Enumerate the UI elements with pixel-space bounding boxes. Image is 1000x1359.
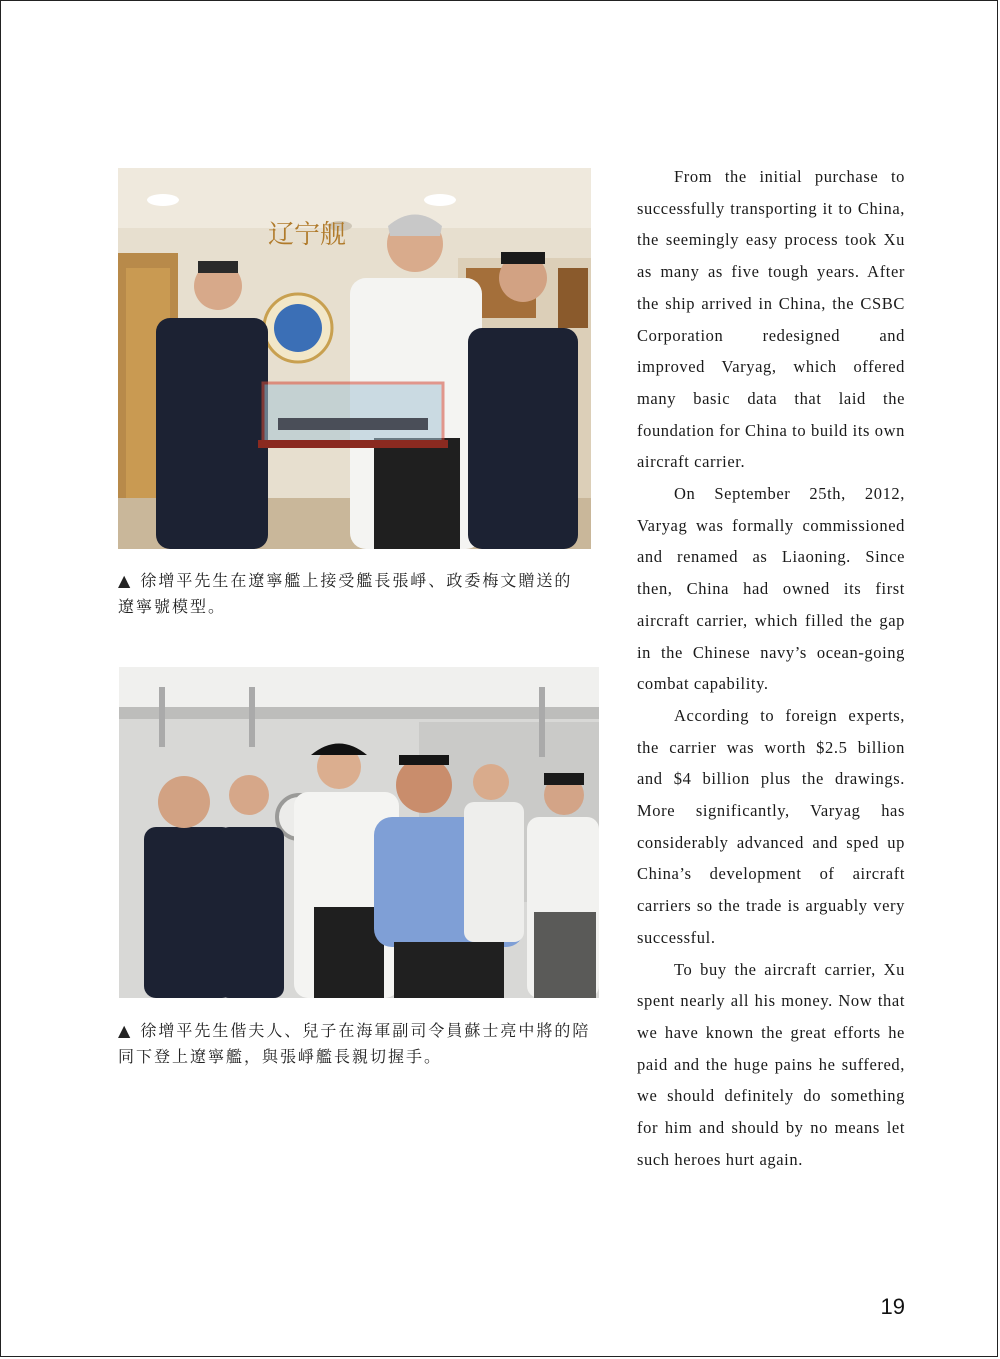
caption-text: 徐增平先生偕夫人、兒子在海軍副司令員蘇士亮中將的陪同下登上遼寧艦，與張崢艦長親切握手。 bbox=[118, 1021, 591, 1066]
article-body bbox=[637, 161, 905, 1176]
article-paragraph: According to foreign experts, the carrier was worth $2.5 billion and $4 billion plus the drawings. More significantly, Varyag has considerably advanced and sped up China’s development of aircraft carriers so the trade is arguably very successful. bbox=[637, 705, 905, 947]
photo-boarding-handshake bbox=[119, 667, 599, 998]
wall-sign-text: 辽宁舰 bbox=[268, 220, 347, 250]
caption-text: 徐增平先生在遼寧艦上接受艦長張崢、政委梅文贈送的遼寧號模型。 bbox=[118, 571, 573, 616]
caption-marker: ▲ bbox=[118, 571, 133, 590]
photo-caption-1 bbox=[118, 568, 588, 620]
article-paragraph: To buy the aircraft carrier, Xu spent nearly all his money. Now that we have known the great efforts he paid and the huge pains he suffered, we should definitely do something for him and should by no means let such heroes hurt again. bbox=[637, 959, 905, 1169]
article-paragraph: From the initial purchase to successfully transporting it to China, the seemingly easy process took Xu as many as five tough years. After the ship arrived in China, the CSBC Corporation redesigned and improved Varyag, which offered many basic data that laid the foundation for China to build its own aircraft carrier. bbox=[637, 167, 905, 472]
caption-marker: ▲ bbox=[118, 1021, 133, 1040]
page-number: 19 bbox=[880, 1294, 905, 1319]
article-paragraph: On September 25th, 2012, Varyag was formally commissioned and renamed as Liaoning. Since then, China had owned its first aircraft carrier, which filled the gap in the Chinese navy’s ocean-going combat capability. bbox=[637, 484, 905, 694]
photo-caption-2 bbox=[118, 1018, 608, 1070]
photo-model-presentation bbox=[118, 168, 591, 549]
